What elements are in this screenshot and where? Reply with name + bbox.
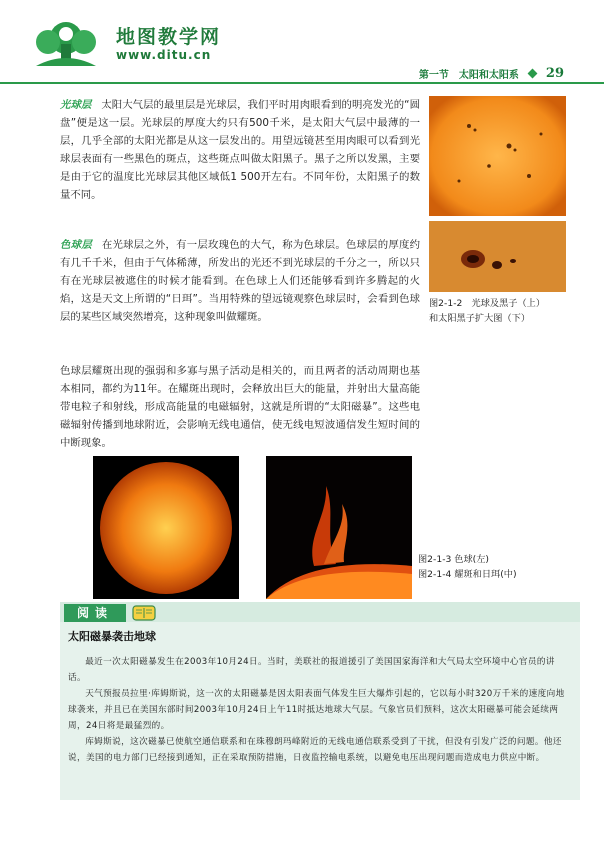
reading-tab: 阅读 <box>64 604 126 622</box>
page-number: 29 <box>545 66 564 81</box>
chromosphere-text-b: 色球层耀斑出现的强弱和多寡与黑子活动是相关的，而且两者的活动周期也基本相同，都约为11年。在耀斑出现时，会释放出巨大的能量，并射出大量高能带电粒子和射线，形成高能量的电磁辐射，这就是所谓的“太阳磁暴”。这些电磁辐射传播到地球附近，会影响无线电通信，使无线电短波通信发生短时间的中断现象。 <box>60 365 420 449</box>
reading-title: 太阳磁暴袭击地球 <box>68 630 156 643</box>
caption-line-2: 和太阳黑子扩大图（下） <box>429 313 531 324</box>
running-header <box>419 66 564 81</box>
reading-paragraph-3: 库姆斯说，这次磁暴已使航空通信联系和在珠穆朗玛峰附近的无线电通信联系受到了干扰，但没有引发广泛的问题。他还说，美国的电力部门已经接到通知，正在采取预防措施，日夜监控输电系统，以避免电压出现问题而造成电力供应中断。 <box>68 737 562 763</box>
flare-graphic <box>266 456 412 599</box>
figure-2-1-3-4-caption <box>418 552 568 582</box>
logo-title: 地图教学网 <box>116 26 222 48</box>
chromosphere-term: 色球层 <box>60 239 92 251</box>
logo <box>26 20 236 68</box>
header-rule <box>0 82 604 84</box>
photosphere-sun-graphic <box>429 96 566 216</box>
section-title: 第一节 太阳和太阳系 <box>418 70 519 81</box>
diamond-icon <box>527 69 537 79</box>
photosphere-sunspots-image <box>429 96 566 216</box>
photosphere-text: 太阳大气层的最里层是光球层，我们平时用肉眼看到的明亮发光的“圆盘”便是这一层。光球层的厚度大约只有500千米，是太阳大气层中最薄的一层，几乎全部的太阳光都是从这一层发出的。用望远镜甚至用肉眼可以看到光球层表面有一些黑色的斑点，这些斑点叫做太阳黑子。黑子之所以发黑，主要是由于它的温度比光球层其他区域低1 500开左右。不同年份，太阳黑子的数量不同。 <box>60 99 420 201</box>
logo-url: www.ditu.cn <box>116 48 212 62</box>
tree-logo-icon <box>26 20 106 68</box>
figure-2-1-2-caption <box>429 296 579 326</box>
sunspot-graphic <box>429 221 566 292</box>
chromosphere-image <box>93 456 239 599</box>
photosphere-term: 光球层 <box>60 99 92 111</box>
sunspot-enlarged-image <box>429 221 566 292</box>
flare-prominence-image <box>266 456 412 599</box>
chromosphere-paragraph <box>60 236 420 326</box>
caption-fig4: 图2-1-4 耀斑和日珥(中) <box>418 569 517 580</box>
reading-paragraph-2: 天气预报员拉里·库姆斯说，这一次的太阳磁暴是因太阳表面气体发生巨大爆炸引起的，它以每小时320万千米的速度向地球袭来，并且已在美国东部时间2003年10月24日上午11时抵达地球大气层。气象官员们预料，这次太阳磁暴可能会延续两周，24日将是最猛烈的。 <box>68 689 565 731</box>
chromosphere-paragraph-continued <box>60 362 420 452</box>
chromosphere-sun-graphic <box>93 456 239 599</box>
photosphere-paragraph <box>60 96 420 204</box>
chromosphere-text-a: 在光球层之外，有一层玫瑰色的大气，称为色球层。色球层的厚度约有几千千米，但由于气体稀薄，所发出的光还不到光球层的千分之一，所以只有在光球层被遮住的时候才能看到。在色球上人们还能够看到许多腾起的火焰，这是天文上所谓的“日珥”。当用特殊的望远镜观察色球层时，会看到色球层的某些区域突然增亮，这种现象叫做耀斑。 <box>60 239 421 323</box>
reading-paragraph-1: 最近一次太阳磁暴发生在2003年10月24日。当时，美联社的报道援引了美国国家海洋和大气局太空环境中心官员的讲话。 <box>68 657 555 683</box>
caption-fig3: 图2-1-3 色球(左) <box>418 554 490 565</box>
caption-line-1: 图2-1-2 光球及黑子（上） <box>429 298 546 309</box>
book-icon <box>131 604 157 622</box>
